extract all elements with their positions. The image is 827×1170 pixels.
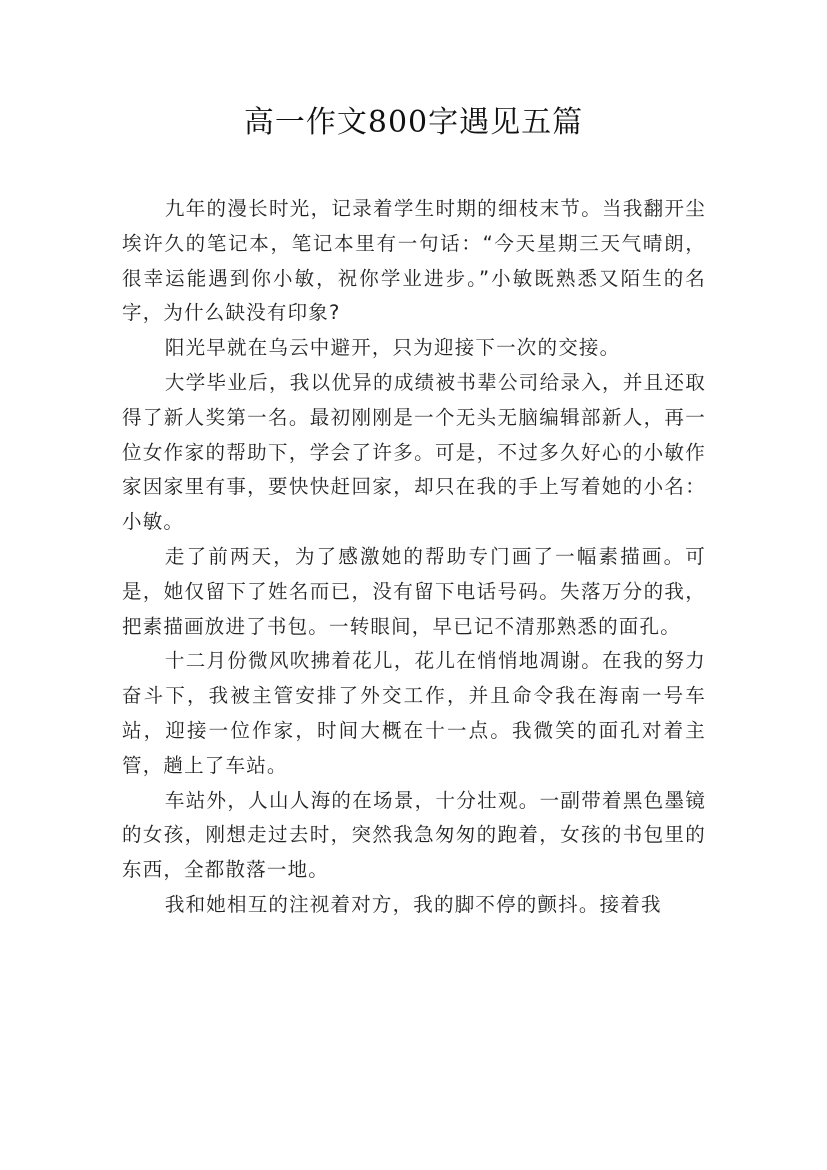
paragraph: 九年的漫长时光，记录着学生时期的细枝末节。当我翻开尘埃许久的笔记本，笔记本里有一句话：“今天星期三天气晴朗，很幸运能遇到你小敏，祝你学业进步。”小敏既熟悉又陌生的名字，为什么缺没有印象?: [122, 197, 706, 325]
paragraph: 阳光早就在乌云中避开，只为迎接下一次的交接。: [164, 336, 621, 360]
document-title: 高一作文800字遇见五篇: [243, 105, 584, 140]
paragraph: 走了前两天，为了感激她的帮助专门画了一幅素描画。可是，她仅留下了姓名而已，没有留下电话号码。失落万分的我，把素描画放进了书包。一转眼间，早已记不清那熟悉的面孔。: [122, 544, 706, 638]
document-body: [122, 192, 706, 923]
paragraph: 十二月份微风吹拂着花儿，花儿在悄悄地凋谢。在我的努力奋斗下，我被主管安排了外交工作，并且命令我在海南一号车站，迎接一位作家，时间大概在十一点。我微笑的面孔对着主管，趟上了车站。: [122, 649, 706, 777]
paragraph: 车站外，人山人海的在场景，十分壮观。一副带着黑色墨镜的女孩，刚想走过去时，突然我急匆匆的跑着，女孩的书包里的东西，全都散落一地。: [122, 788, 706, 882]
paragraph: 大学毕业后，我以优异的成绩被书辈公司给录入，并且还取得了新人奖第一名。最初刚刚是一个无头无脑编辑部新人，再一位女作家的帮助下，学会了许多。可是，不过多久好心的小敏作家因家里有事，要快快赶回家，却只在我的手上写着她的小名：小敏。: [122, 370, 706, 534]
paragraph: 我和她相互的注视着对方，我的脚不停的颤抖。接着我: [164, 892, 662, 916]
